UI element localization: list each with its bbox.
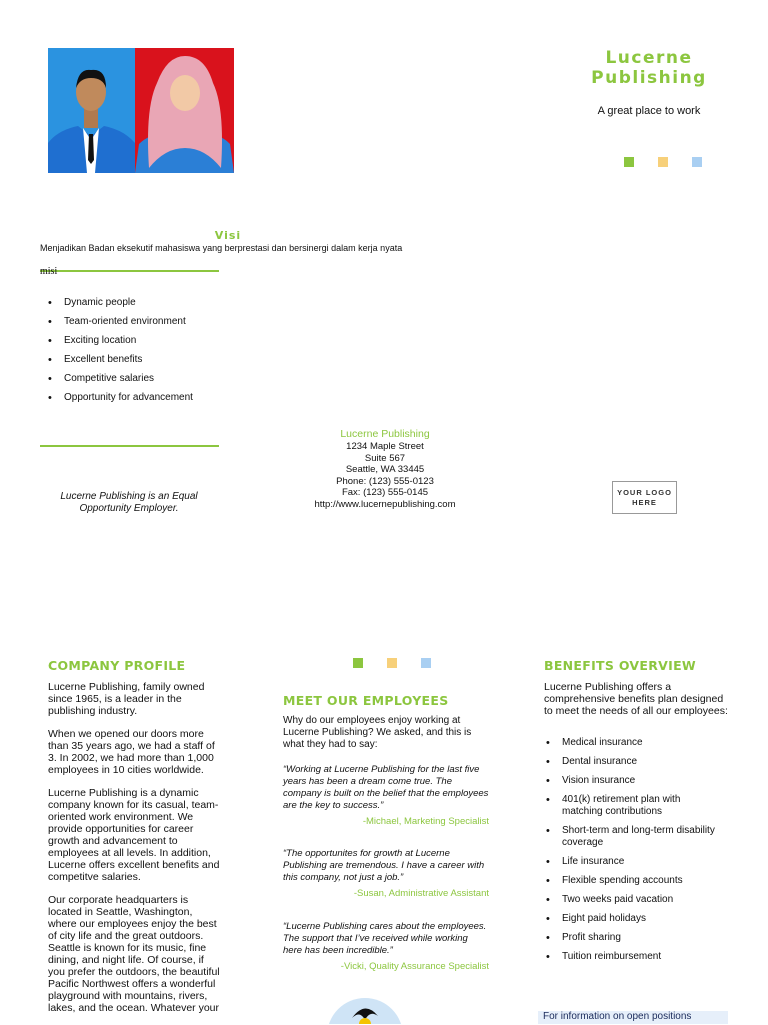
quote-block: [283, 848, 489, 899]
visi-heading: Visi: [214, 229, 242, 242]
contact-phone: Phone: (123) 555-0123: [336, 475, 434, 487]
contact-fax: Fax: (123) 555-0145: [341, 487, 429, 498]
list-item: • Excellent benefits: [42, 354, 193, 373]
logo-placeholder: [612, 481, 677, 514]
list-item: • Dental insurance: [540, 756, 720, 768]
portrait-photo: [48, 48, 234, 173]
photo-woman: [135, 48, 234, 173]
company-profile-body: [48, 681, 220, 1025]
photo-man: [48, 48, 135, 173]
benefits-list: [540, 737, 720, 970]
brand-name-line2: Publishing: [591, 68, 707, 88]
logo-line1: YOUR LOGO: [617, 487, 672, 497]
contact-company: Lucerne Publishing: [340, 428, 430, 440]
yellow-square-icon: [387, 658, 397, 668]
green-square-icon: [353, 658, 363, 668]
contact-city: Seattle, WA 33445: [345, 464, 425, 475]
contact-suite: Suite 567: [364, 452, 406, 464]
quote-text: “Lucerne Publishing cares about the employees. The support that I’ve received while working here has been incredible.”: [283, 921, 487, 956]
list-item: • Exciting location: [42, 335, 193, 354]
list-item: • Medical insurance: [540, 737, 720, 749]
paragraph: Lucerne Publishing is a dynamic company known for its casual, team-oriented work environment. We provide opportunities for career growth and advancement to employees at all levels. In addition, Lucerne offers excellent benefits and competitve salaries.: [48, 787, 220, 883]
benefits-heading: BENEFITS OVERVIEW: [544, 658, 697, 673]
green-square-icon: [624, 157, 634, 167]
quote-text: “Working at Lucerne Publishing for the last five years has been a dream come true. The company is built on the belief that the employees are the key to success.”: [283, 764, 489, 811]
quote-text: “The opportunites for growth at Lucerne Publishing are tremendous. I have a career with this company, not just a job.”: [283, 848, 485, 883]
paragraph: Lucerne Publishing, family owned since 1965, is a leader in the publishing industry.: [48, 681, 205, 717]
brand-name-line1: Lucerne: [605, 48, 693, 68]
open-positions-info: For information on open positions: [538, 1011, 728, 1024]
contact-street: 1234 Maple Street: [346, 441, 424, 452]
divider: [40, 270, 219, 272]
quote-attribution: -Susan, Administrative Assistant: [353, 888, 489, 899]
list-item: • Life insurance: [540, 856, 720, 868]
brand-tagline: A great place to work: [597, 105, 701, 117]
list-item: • Dynamic people: [42, 297, 193, 316]
list-item: • Opportunity for advancement: [42, 392, 193, 411]
equal-opportunity-text: Lucerne Publishing is an Equal Opportunity Employer.: [60, 491, 198, 514]
list-item: • Competitive salaries: [42, 373, 193, 392]
misi-heading: misi: [40, 266, 58, 277]
lucerne-logo-graphic-icon: [320, 998, 410, 1024]
list-item: • Team-oriented environment: [42, 316, 193, 335]
meet-employees-intro: Why do our employees enjoy working at Lucerne Publishing? We asked, and this is what they had to say:: [283, 715, 472, 750]
list-item: • Flexible spending accounts: [540, 875, 720, 887]
quote-attribution: -Michael, Marketing Specialist: [362, 816, 489, 827]
divider: [40, 445, 219, 447]
list-item: • Short-term and long-term disability coverage: [540, 825, 720, 849]
list-item: • Tuition reimbursement: [540, 951, 720, 963]
meet-employees-heading: MEET OUR EMPLOYEES: [283, 693, 449, 708]
brand-title: [560, 48, 738, 88]
yellow-square-icon: [658, 157, 668, 167]
paragraph: Our corporate headquarters is located in Seattle, Washington, where our employees enjoy the best of city life and the great outdoors. Seattle is known for its music, fine dining, and night life. Of course, if you prefer the outdoors, the beautiful Pacific Northwest offers a wonderful playground with mountains, rivers, lakes, and the ocean. Whatever your: [48, 894, 220, 1014]
misi-list: [42, 297, 193, 411]
paragraph: When we opened our doors more than 35 years ago, we had a staff of 3. In 2002, we had more than 1,000 employees in 10 cities worldwide.: [48, 728, 215, 776]
list-item: • Eight paid holidays: [540, 913, 720, 925]
list-item: • Two weeks paid vacation: [540, 894, 720, 906]
logo-line2: HERE: [632, 497, 657, 507]
quote-block: [283, 921, 489, 972]
list-item: • Vision insurance: [540, 775, 720, 787]
benefits-intro: Lucerne Publishing offers a comprehensive benefits plan designed to meet the needs of all our employees:: [544, 681, 728, 717]
quote-attribution: -Vicki, Quality Assurance Specialist: [340, 961, 489, 972]
company-profile-heading: COMPANY PROFILE: [48, 658, 186, 673]
list-item: • Profit sharing: [540, 932, 720, 944]
blue-square-icon: [421, 658, 431, 668]
blue-square-icon: [692, 157, 702, 167]
contact-block: [300, 428, 470, 510]
list-item: • 401(k) retirement plan with matching contributions: [540, 794, 720, 818]
quote-block: [283, 764, 489, 827]
contact-url[interactable]: http://www.lucernepublishing.com: [314, 498, 456, 510]
visi-text: Menjadikan Badan eksekutif mahasiswa yang berprestasi dan bersinergi dalam kerja nyata: [40, 243, 403, 253]
